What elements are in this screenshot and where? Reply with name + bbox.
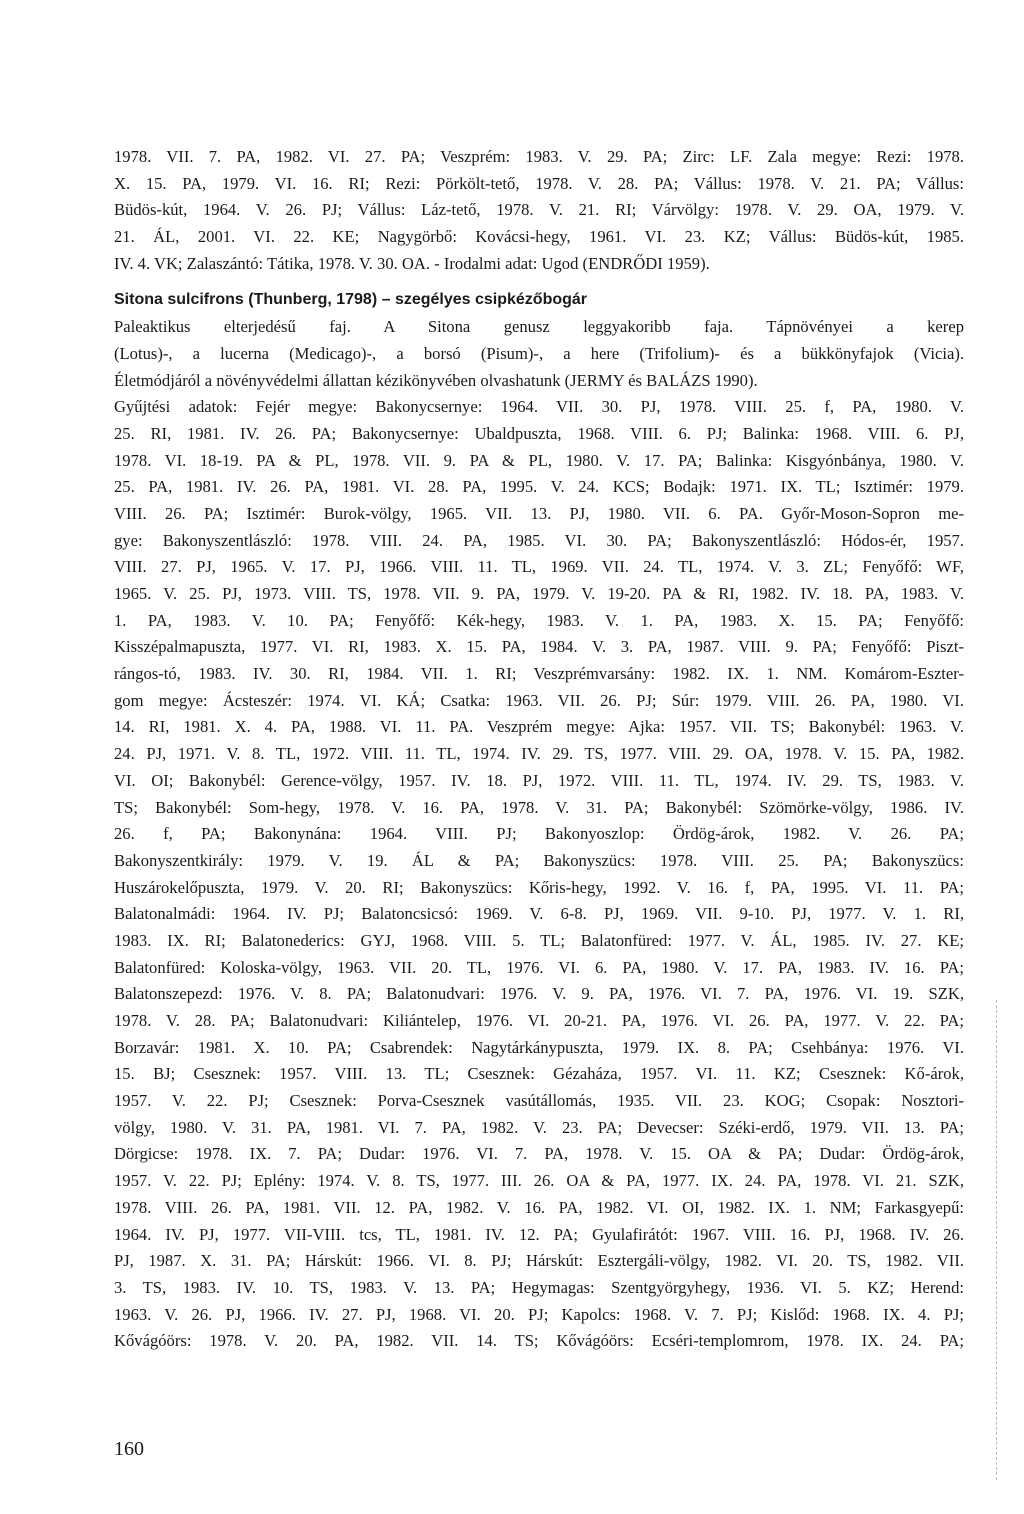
text-line: 1963. V. 26. PJ, 1966. IV. 27. PJ, 1968. VI. 20. PJ; Kapolcs: 1968. V. 7. PJ; Kislőd: 1968. IX. 4. PJ; xyxy=(114,1304,964,1324)
text-line: 1. PA, 1983. V. 10. PA; Fenyőfő: Kék-hegy, 1983. V. 1. PA, 1983. X. 15. PA; Fenyőfő: xyxy=(114,610,964,630)
text-line: 1957. V. 22. PJ; Csesznek: Porva-Csesznek vasútállomás, 1935. VII. 23. KOG; Csopak: Nosztori- xyxy=(114,1091,964,1111)
text-line: gom megye: Ácsteszér: 1974. VI. KÁ; Csatka: 1963. VII. 26. PJ; Súr: 1979. VIII. 26. PA, 1980. VI. xyxy=(114,690,964,710)
text-line: IV. 4. VK; Zalaszántó: Tátika, 1978. V. 30. OA. - Irodalmi adat: Ugod (ENDRŐDI 1959). xyxy=(114,253,710,273)
text-line: völgy, 1980. V. 31. PA, 1981. VI. 7. PA, 1982. V. 23. PA; Devecser: Széki-erdő, 1979. VII. 13. PA; xyxy=(114,1117,964,1137)
text-line: 1978. VIII. 26. PA, 1981. VII. 12. PA, 1982. V. 16. PA, 1982. VI. OI, 1982. IX. 1. NM; Farkasgyepű: xyxy=(114,1197,964,1217)
text-line: VIII. 27. PJ, 1965. V. 17. PJ, 1966. VIII. 11. TL, 1969. VII. 24. TL, 1974. V. 3. ZL; Fenyőfő: WF, xyxy=(114,557,964,577)
text-line: Gyűjtési adatok: Fejér megye: Bakonycsernye: 1964. VII. 30. PJ, 1978. VIII. 25. f, PA, 1980. V. xyxy=(114,397,964,417)
text-line: Paleaktikus elterjedésű faj. A Sitona genusz leggyakoribb faja. Tápnövényei a kerep xyxy=(114,317,964,337)
text-line: 15. BJ; Csesznek: 1957. VIII. 13. TL; Csesznek: Gézaháza, 1957. VI. 11. KZ; Csesznek: Kő-árok, xyxy=(114,1064,964,1084)
text-line: 1965. V. 25. PJ, 1973. VIII. TS, 1978. VII. 9. PA, 1979. V. 19-20. PA & RI, 1982. IV. 18. PA, 1983. V. xyxy=(114,584,964,603)
text-line: 25. PA, 1981. IV. 26. PA, 1981. VI. 28. PA, 1995. V. 24. KCS; Bodajk: 1971. IX. TL; Isztimér: 1979. xyxy=(114,477,964,497)
text-line: Balatonfüred: Koloska-völgy, 1963. VII. 20. TL, 1976. VI. 6. PA, 1980. V. 17. PA, 1983. IV. 16. PA; xyxy=(114,957,964,977)
text-line: 1964. IV. PJ, 1977. VII-VIII. tcs, TL, 1981. IV. 12. PA; Gyulafirátót: 1967. VIII. 16. PJ, 1968. IV. 26. xyxy=(114,1224,964,1244)
text-line: 1978. VII. 7. PA, 1982. VI. 27. PA; Veszprém: 1983. V. 29. PA; Zirc: LF. Zala megye: Rezi: 1978. xyxy=(114,147,964,166)
page-number: 160 xyxy=(114,1438,144,1460)
text-line: rángos-tó, 1983. IV. 30. RI, 1984. VII. 1. RI; Veszprémvarsány: 1982. IX. 1. NM. Komárom-Eszter- xyxy=(114,664,964,684)
text-line: 21. ÁL, 2001. VI. 22. KE; Nagygörbő: Kovácsi-hegy, 1961. VI. 23. KZ; Vállus: Büdös-kút, 1985. xyxy=(114,227,964,247)
text-line: Büdös-kút, 1964. V. 26. PJ; Vállus: Láz-tető, 1978. V. 21. RI; Várvölgy: 1978. V. 29. OA, 1979. V. xyxy=(114,200,964,220)
text-line: VI. OI; Bakonybél: Gerence-völgy, 1957. IV. 18. PJ, 1972. VIII. 11. TL, 1974. IV. 29. TS, 1983. V. xyxy=(114,770,964,790)
text-line: 1983. IX. RI; Balatonederics: GYJ, 1968. VIII. 5. TL; Balatonfüred: 1977. V. ÁL, 1985. IV. 27. KE; xyxy=(114,930,964,950)
text-line: Kisszépalmapuszta, 1977. VI. RI, 1983. X. 15. PA, 1984. V. 3. PA, 1987. VIII. 9. PA; Fenyőfő: Piszt- xyxy=(114,637,964,657)
text-line: 25. RI, 1981. IV. 26. PA; Bakonycsernye: Ubaldpuszta, 1968. VIII. 6. PJ; Balinka: 1968. VIII. 6. PJ, xyxy=(114,423,964,443)
text-line: 14. RI, 1981. X. 4. PA, 1988. VI. 11. PA. Veszprém megye: Ajka: 1957. VII. TS; Bakonybél: 1963. V. xyxy=(114,717,964,737)
text-line: 26. f, PA; Bakonynána: 1964. VIII. PJ; Bakonyoszlop: Ördög-árok, 1982. V. 26. PA; xyxy=(114,824,964,844)
text-line: Borzavár: 1981. X. 10. PA; Csabrendek: Nagytárkánypuszta, 1979. IX. 8. PA; Csehbánya: 1976. VI. xyxy=(114,1037,964,1057)
text-line: Huszárokelőpuszta, 1979. V. 20. RI; Bakonyszücs: Kőris-hegy, 1992. V. 16. f, PA, 1995. VI. 11. PA; xyxy=(114,877,964,897)
text-line: 1978. VI. 18-19. PA & PL, 1978. VII. 9. PA & PL, 1980. V. 17. PA; Balinka: Kisgyónbánya, 1980. V. xyxy=(114,450,964,470)
text-line: Életmódjáról a növényvédelmi állattan kézikönyvében olvashatunk (JERMY és BALÁZS 1990). xyxy=(114,370,758,390)
text-line xyxy=(114,1355,964,1382)
text-line: Balatonszepezd: 1976. V. 8. PA; Balatonudvari: 1976. V. 9. PA, 1976. VI. 7. PA, 1976. VI. 19. SZK, xyxy=(114,984,964,1004)
text-line: 24. PJ, 1971. V. 8. TL, 1972. VIII. 11. TL, 1974. IV. 29. TS, 1977. VIII. 29. OA, 1978. V. 15. PA, 1982. xyxy=(114,744,964,764)
text-line: X. 15. PA, 1979. VI. 16. RI; Rezi: Pörkölt-tető, 1978. V. 28. PA; Vállus: 1978. V. 21. PA; Vállus: xyxy=(114,173,964,193)
text-line: Dörgicse: 1978. IX. 7. PA; Dudar: 1976. VI. 7. PA, 1978. V. 15. OA & PA; Dudar: Ördög-árok, xyxy=(114,1144,964,1164)
text-line: 1957. V. 22. PJ; Eplény: 1974. V. 8. TS, 1977. III. 26. OA & PA, 1977. IX. 24. PA, 1978. VI. 21. SZK, xyxy=(114,1171,964,1191)
text-line: Kővágóörs: 1978. V. 20. PA, 1982. VII. 14. TS; Kővágóörs: Ecséri-templomrom, 1978. IX. 24. PA; xyxy=(114,1331,964,1351)
text-line: 1978. V. 28. PA; Balatonudvari: Kiliántelep, 1976. VI. 20-21. PA, 1976. VI. 26. PA, 1977. V. 22. PA; xyxy=(114,1011,964,1030)
text-line: TS; Bakonybél: Som-hegy, 1978. V. 16. PA, 1978. V. 31. PA; Bakonybél: Szömörke-völgy, 1986. IV. xyxy=(114,797,964,817)
scan-edge-marks xyxy=(996,1000,1003,1480)
text-line: Balatonalmádi: 1964. IV. PJ; Balatoncsicsó: 1969. V. 6-8. PJ, 1969. VII. 9-10. PJ, 1977. V. 1. RI, xyxy=(114,904,964,924)
document-body xyxy=(114,144,964,1382)
text-line: VIII. 26. PA; Isztimér: Burok-völgy, 1965. VII. 13. PJ, 1980. VII. 6. PA. Győr-Moson-Sopron me- xyxy=(114,503,964,523)
text-line: Bakonyszentkirály: 1979. V. 19. ÁL & PA; Bakonyszücs: 1978. VIII. 25. PA; Bakonyszücs: xyxy=(114,850,964,870)
text-line: 3. TS, 1983. IV. 10. TS, 1983. V. 13. PA; Hegymagas: Szentgyörgyhegy, 1936. VI. 5. KZ; Herend: xyxy=(114,1277,964,1297)
text-line: PJ, 1987. X. 31. PA; Hárskút: 1966. VI. 8. PJ; Hárskút: Esztergáli-völgy, 1982. VI. 20. TS, 1982. VII. xyxy=(114,1251,964,1271)
text-line: gye: Bakonyszentlászló: 1978. VIII. 24. PA, 1985. VI. 30. PA; Bakonyszentlászló: Hódos-ér, 1957. xyxy=(114,530,964,550)
text-line: (Lotus)-, a lucerna (Medicago)-, a borsó (Pisum)-, a here (Trifolium)- és a bükkönyfajok (Vicia). xyxy=(114,343,964,363)
species-heading: Sitona sulcifrons (Thunberg, 1798) – szegélyes csipkézőbogár xyxy=(114,291,588,309)
